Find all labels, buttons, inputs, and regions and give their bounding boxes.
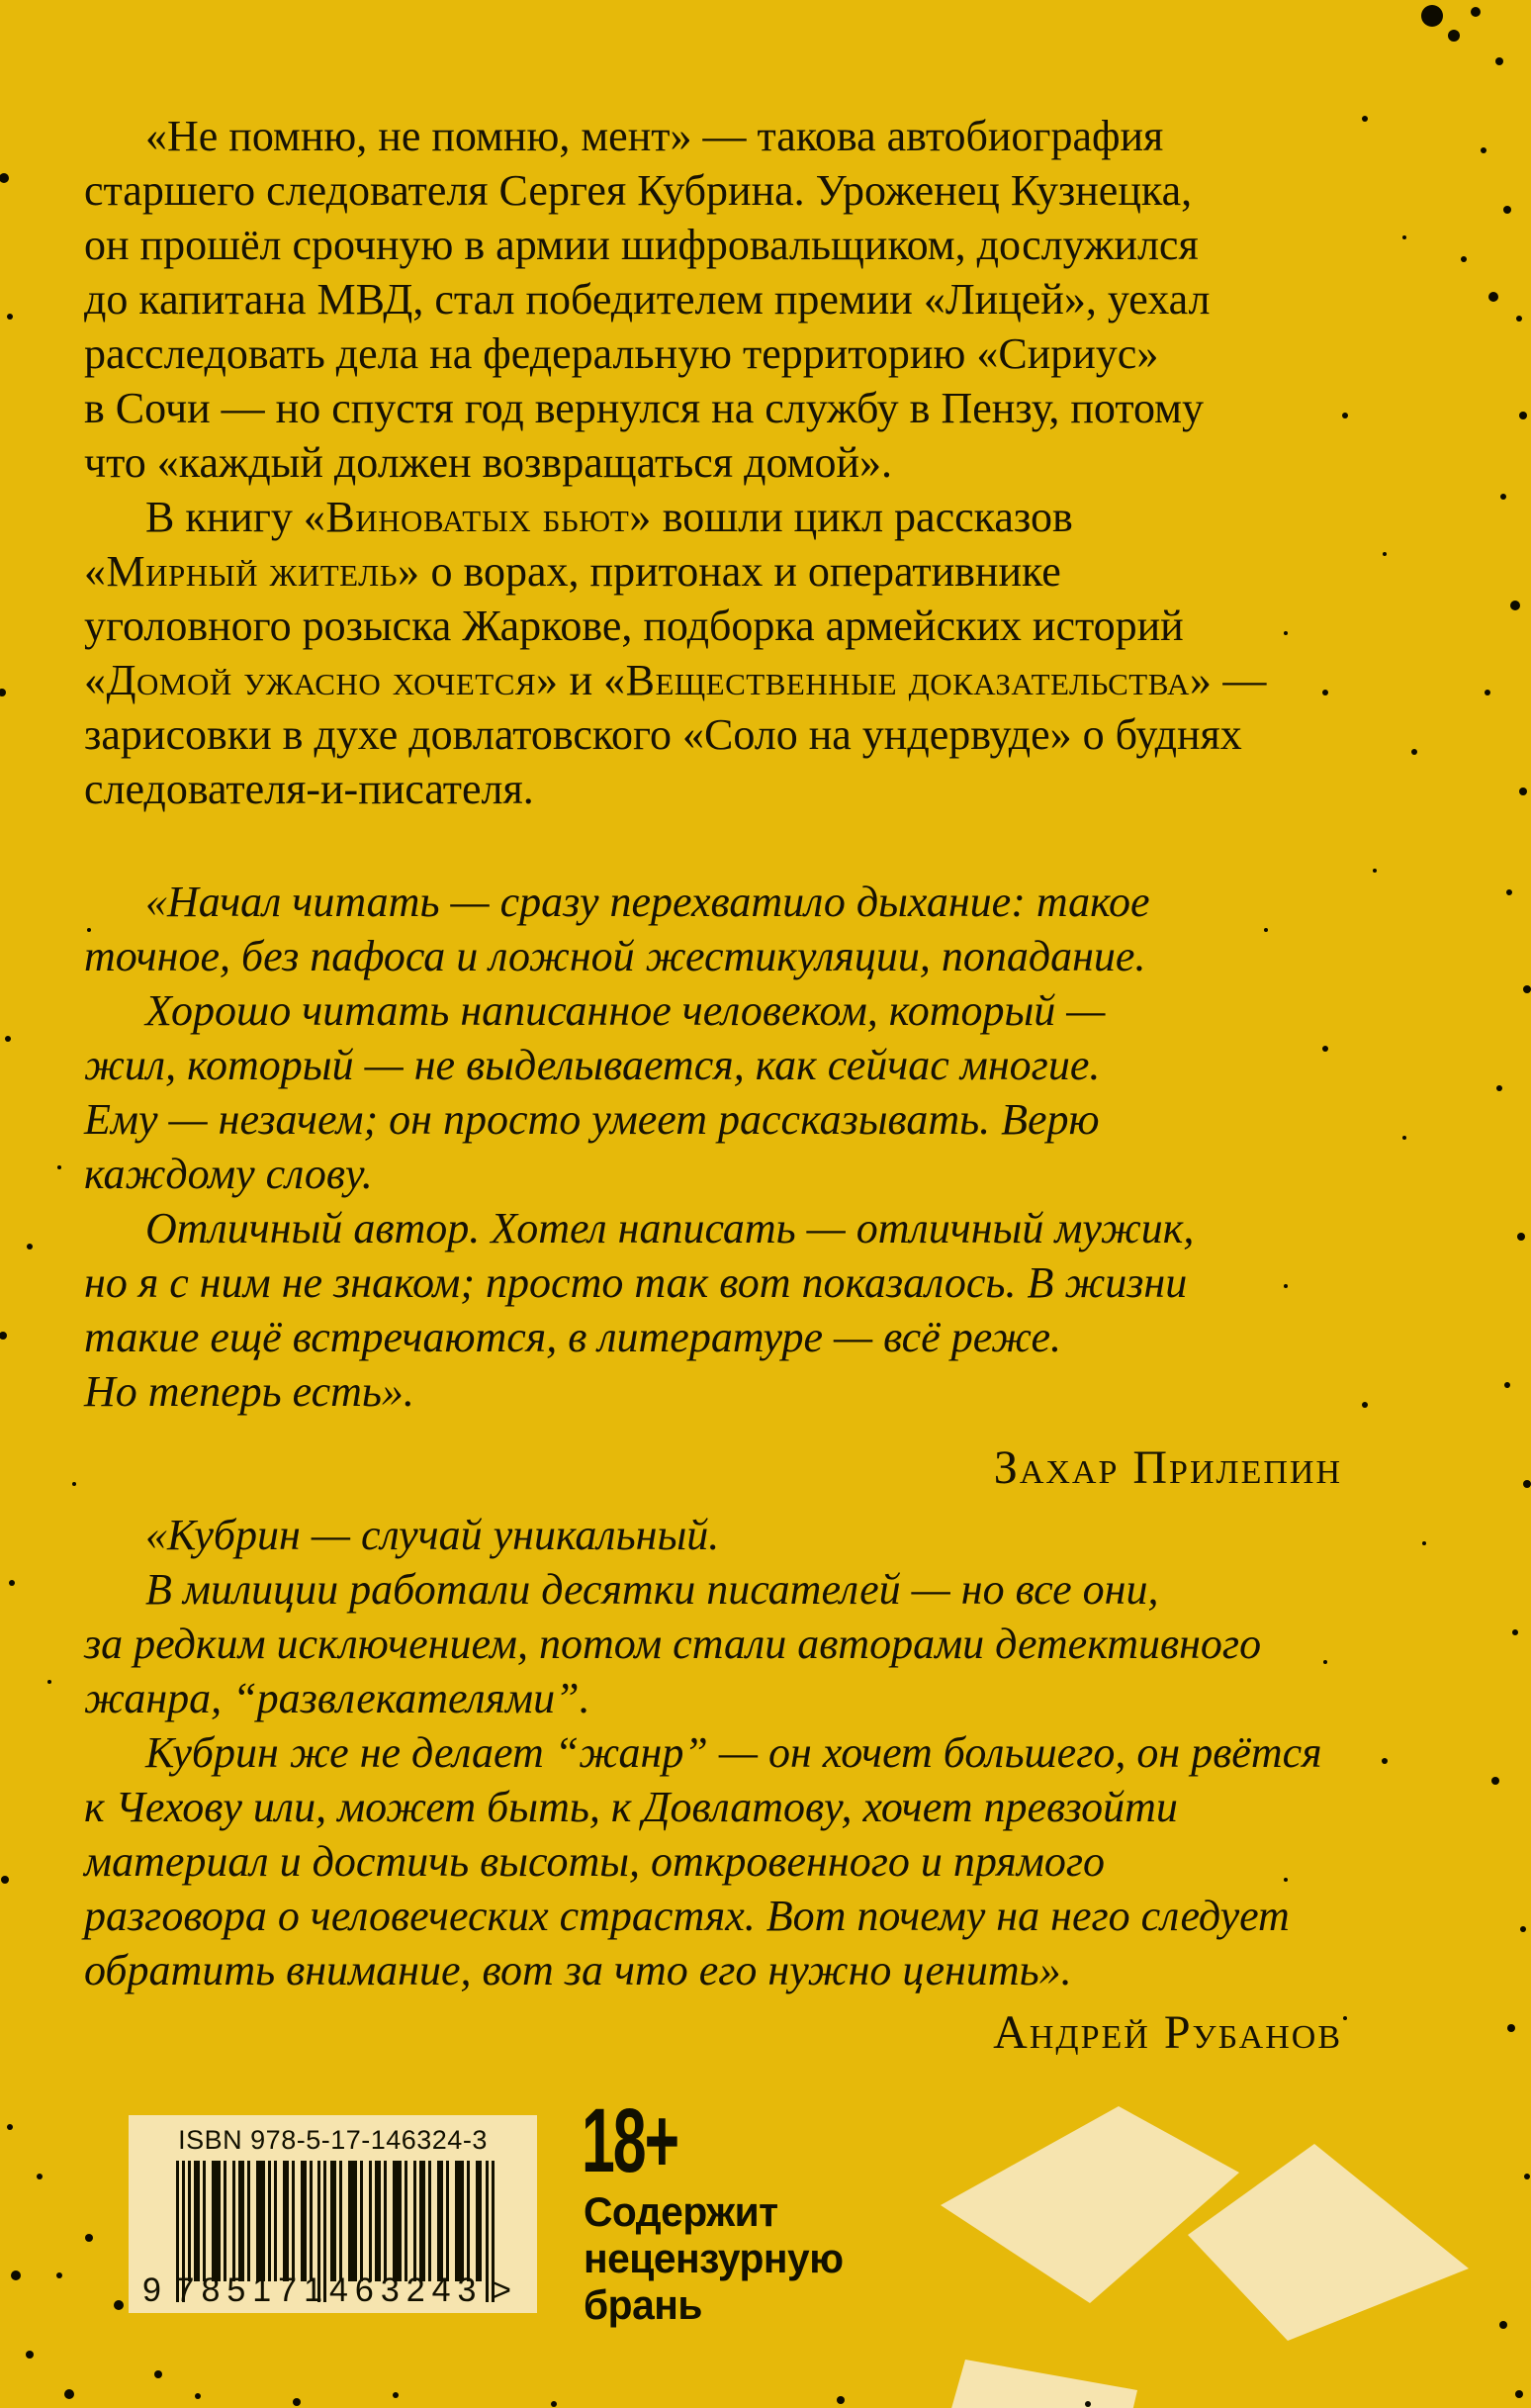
- text-line: [84, 599, 1342, 653]
- text-segment: уголовного розыска Жаркове, подборка армейских историй: [84, 602, 1184, 650]
- text-segment: к Чехову или, может быть, к Довлатову, хочет превзойти: [84, 1783, 1178, 1831]
- book-title-smallcaps: «Мирный житель»: [84, 547, 420, 596]
- text-line: [84, 381, 1342, 435]
- text-segment: В книгу: [145, 493, 304, 541]
- text-line: [84, 1255, 1342, 1310]
- text-segment: в Сочи — но спустя год вернулся на службу в Пензу, потому: [84, 384, 1204, 432]
- text-segment: каждому слову.: [84, 1150, 373, 1198]
- text-segment: разговора о человеческих страстях. Вот почему на него следует: [84, 1892, 1290, 1940]
- text-segment: жил, который — не выделывается, как сейчас многие.: [84, 1041, 1101, 1089]
- text-line: [84, 326, 1342, 381]
- text-segment: обратить внимание, вот за что его нужно ценить».: [84, 1946, 1072, 1994]
- text-segment: Кубрин же не делает “жанр” — он хочет большего, он рвётся: [145, 1728, 1322, 1777]
- text-line: [84, 1943, 1342, 1997]
- text-segment: такие ещё встречаются, в литературе — всё реже.: [84, 1313, 1062, 1361]
- text-line: [84, 272, 1342, 326]
- content-warning-line: брань: [584, 2281, 702, 2328]
- text-line: [84, 218, 1342, 272]
- text-segment: точное, без пафоса и ложной жестикуляции, попадание.: [84, 932, 1146, 980]
- text-segment: «Начал читать — сразу перехватило дыхание: такое: [145, 878, 1150, 926]
- text-line: [84, 1092, 1342, 1147]
- text-segment: В милиции работали десятки писателей — но все они,: [145, 1565, 1159, 1614]
- text-line: [84, 544, 1342, 599]
- book-title-smallcaps: «Вещественные доказательства»: [603, 656, 1213, 704]
- text-line: [84, 1310, 1342, 1364]
- text-line: [84, 983, 1342, 1038]
- text-segment: вошли цикл рассказов: [651, 493, 1073, 541]
- text-segment: о ворах, притонах и оперативнике: [419, 547, 1061, 596]
- text-line: [84, 435, 1342, 490]
- text-segment: Отличный автор. Хотел написать — отличный мужик,: [145, 1204, 1195, 1252]
- text-line: [84, 1562, 1342, 1617]
- text-segment: материал и достичь высоты, откровенного и прямого: [84, 1837, 1105, 1886]
- text-line: [84, 1147, 1342, 1201]
- text-line: [84, 1038, 1342, 1092]
- text-segment: зарисовки в духе довлатовского «Соло на ундервуде» о буднях: [84, 710, 1242, 759]
- text-line: [84, 109, 1342, 163]
- barcode-digit-group: 463243: [329, 2271, 484, 2309]
- text-line: [84, 1834, 1342, 1889]
- text-line: [84, 1364, 1342, 1419]
- text-line: [84, 1671, 1342, 1725]
- barcode-digit-lead: 9: [142, 2271, 161, 2309]
- isbn-barcode-box: [129, 2115, 537, 2313]
- text-segment: —: [1212, 656, 1267, 704]
- isbn-number: ISBN 978-5-17-146324-3: [178, 2125, 488, 2155]
- content-warning: [584, 2188, 844, 2328]
- text-segment: за редким исключением, потом стали авторами детективного: [84, 1620, 1262, 1668]
- barcode-digits: [142, 2273, 511, 2307]
- text-line: [84, 1780, 1342, 1834]
- text-line: [84, 929, 1342, 983]
- text-segment: жанра, “развлекателями”.: [84, 1674, 590, 1722]
- text-line: [84, 1889, 1342, 1943]
- signature: Захар Прилепин: [993, 1441, 1342, 1494]
- text-line: [84, 653, 1342, 707]
- text-line: [84, 1201, 1342, 1255]
- age-rating-badge: 18+: [582, 2090, 678, 2191]
- text-line: [84, 1508, 1342, 1562]
- text-line: [84, 1725, 1342, 1780]
- text-segment: старшего следователя Сергея Кубрина. Уроженец Кузнецка,: [84, 166, 1193, 215]
- text-segment: «Кубрин — случай уникальный.: [145, 1511, 720, 1559]
- text-line: [84, 490, 1342, 544]
- barcode-end-mark: >: [492, 2271, 511, 2309]
- signature: Андрей Рубанов: [993, 2006, 1342, 2059]
- book-title-smallcaps: «Домой ужасно хочется»: [84, 656, 559, 704]
- text-segment: что «каждый должен возвращаться домой».: [84, 438, 893, 487]
- text-segment: Ему — незачем; он просто умеет рассказывать. Верю: [84, 1095, 1100, 1144]
- text-segment: он прошёл срочную в армии шифровальщиком, дослужился: [84, 221, 1199, 269]
- text-segment: следователя-и-писателя.: [84, 765, 534, 813]
- text-line: [84, 707, 1342, 762]
- text-segment: Но теперь есть».: [84, 1367, 414, 1416]
- text-line: [84, 163, 1342, 218]
- text-segment: Хорошо читать написанное человеком, который —: [145, 986, 1106, 1035]
- text-segment: и: [558, 656, 604, 704]
- text-line: [84, 1617, 1342, 1671]
- content-warning-line: Содержит: [584, 2188, 778, 2235]
- text-segment: расследовать дела на федеральную территорию «Сириус»: [84, 329, 1159, 378]
- text-segment: до капитана МВД, стал победителем премии «Лицей», уехал: [84, 275, 1211, 324]
- text-segment: «Не помню, не помню, мент» — такова автобиография: [145, 112, 1164, 160]
- text-segment: но я с ним не знаком; просто так вот показалось. В жизни: [84, 1258, 1188, 1307]
- back-cover-text: [84, 109, 1342, 2060]
- barcode-digit-group: 785171: [175, 2271, 330, 2309]
- content-warning-line: нецензурную: [584, 2235, 844, 2281]
- book-title-smallcaps: «Виноватых бьют»: [303, 493, 652, 541]
- text-line: [84, 875, 1342, 929]
- text-line: [84, 762, 1342, 816]
